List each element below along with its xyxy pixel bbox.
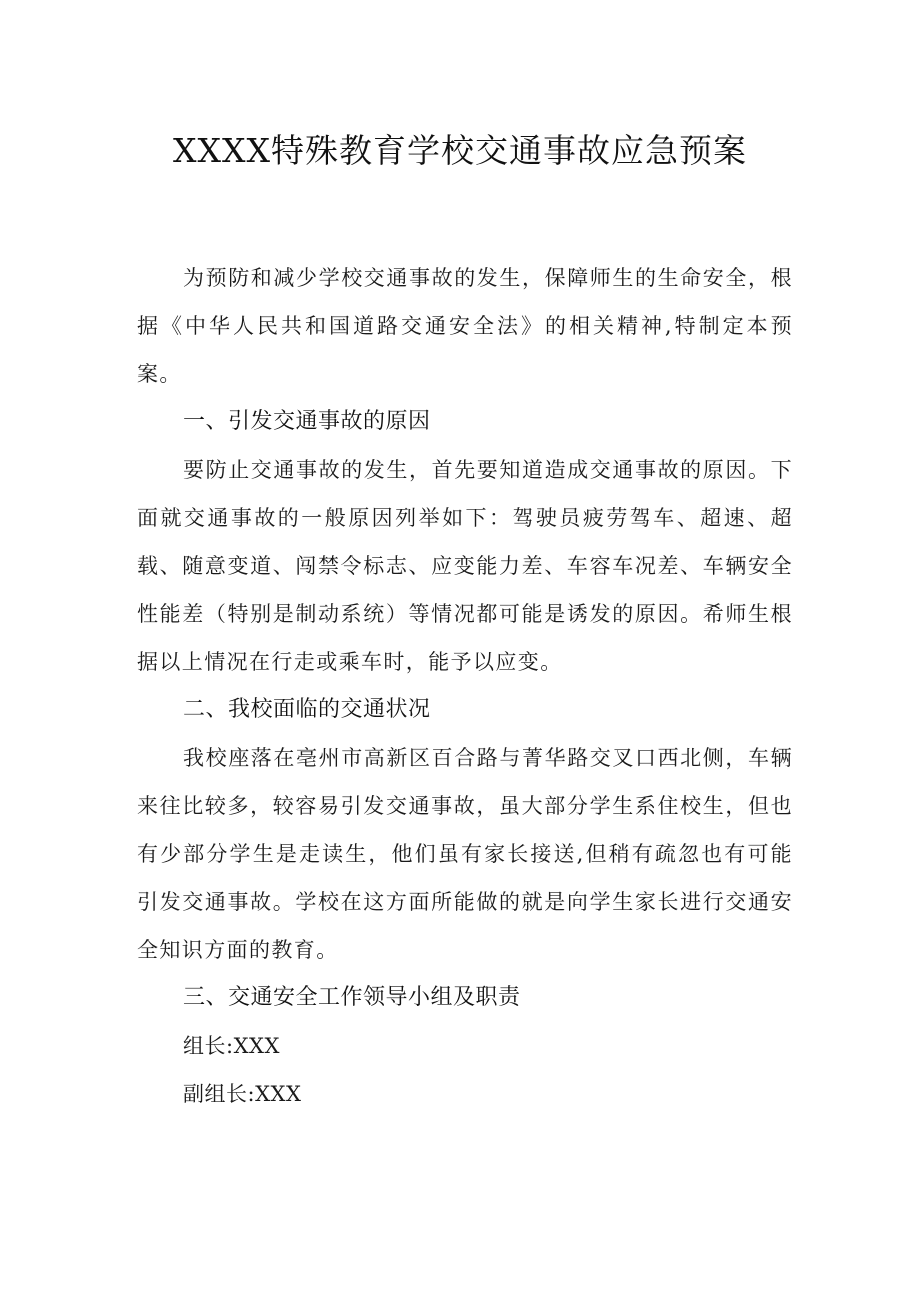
section-text-causes: 要防止交通事故的发生，首先要知道造成交通事故的原因。下面就交通事故的一般原因列举如下：驾驶员疲劳驾车、超速、超载、随意变道、闯禁令标志、应变能力差、车容车况差、车辆安全性能差（特别是制动系统）等情况都可能是诱发的原因。希师生根据以上情况在行走或乘车时，能予以应变。 [137,458,793,674]
document-body [137,254,793,1118]
group-leader-line: 组长:XXX [183,1034,280,1058]
document-title: XXXX特殊教育学校交通事故应急预案 [173,131,747,170]
section-heading-causes: 一、引发交通事故的原因 [183,409,431,434]
intro-paragraph: 为预防和减少学校交通事故的发生，保障师生的生命安全，根据《中华人民共和国道路交通安全法》的相关精神,特制定本预案。 [137,266,793,386]
section-heading-traffic-situation: 二、我校面临的交通状况 [183,697,431,722]
group-vice-leader-line: 副组长:XXX [183,1082,302,1106]
section-heading-leadership-group: 三、交通安全工作领导小组及职责 [183,985,521,1010]
section-text-traffic-situation: 我校座落在亳州市高新区百合路与菁华路交叉口西北侧，车辆来往比较多，较容易引发交通事故，虽大部分学生系住校生，但也有少部分学生是走读生，他们虽有家长接送,但稍有疏忽也有可能引发交通事故。学校在这方面所能做的就是向学生家长进行交通安全知识方面的教育。 [137,746,793,962]
